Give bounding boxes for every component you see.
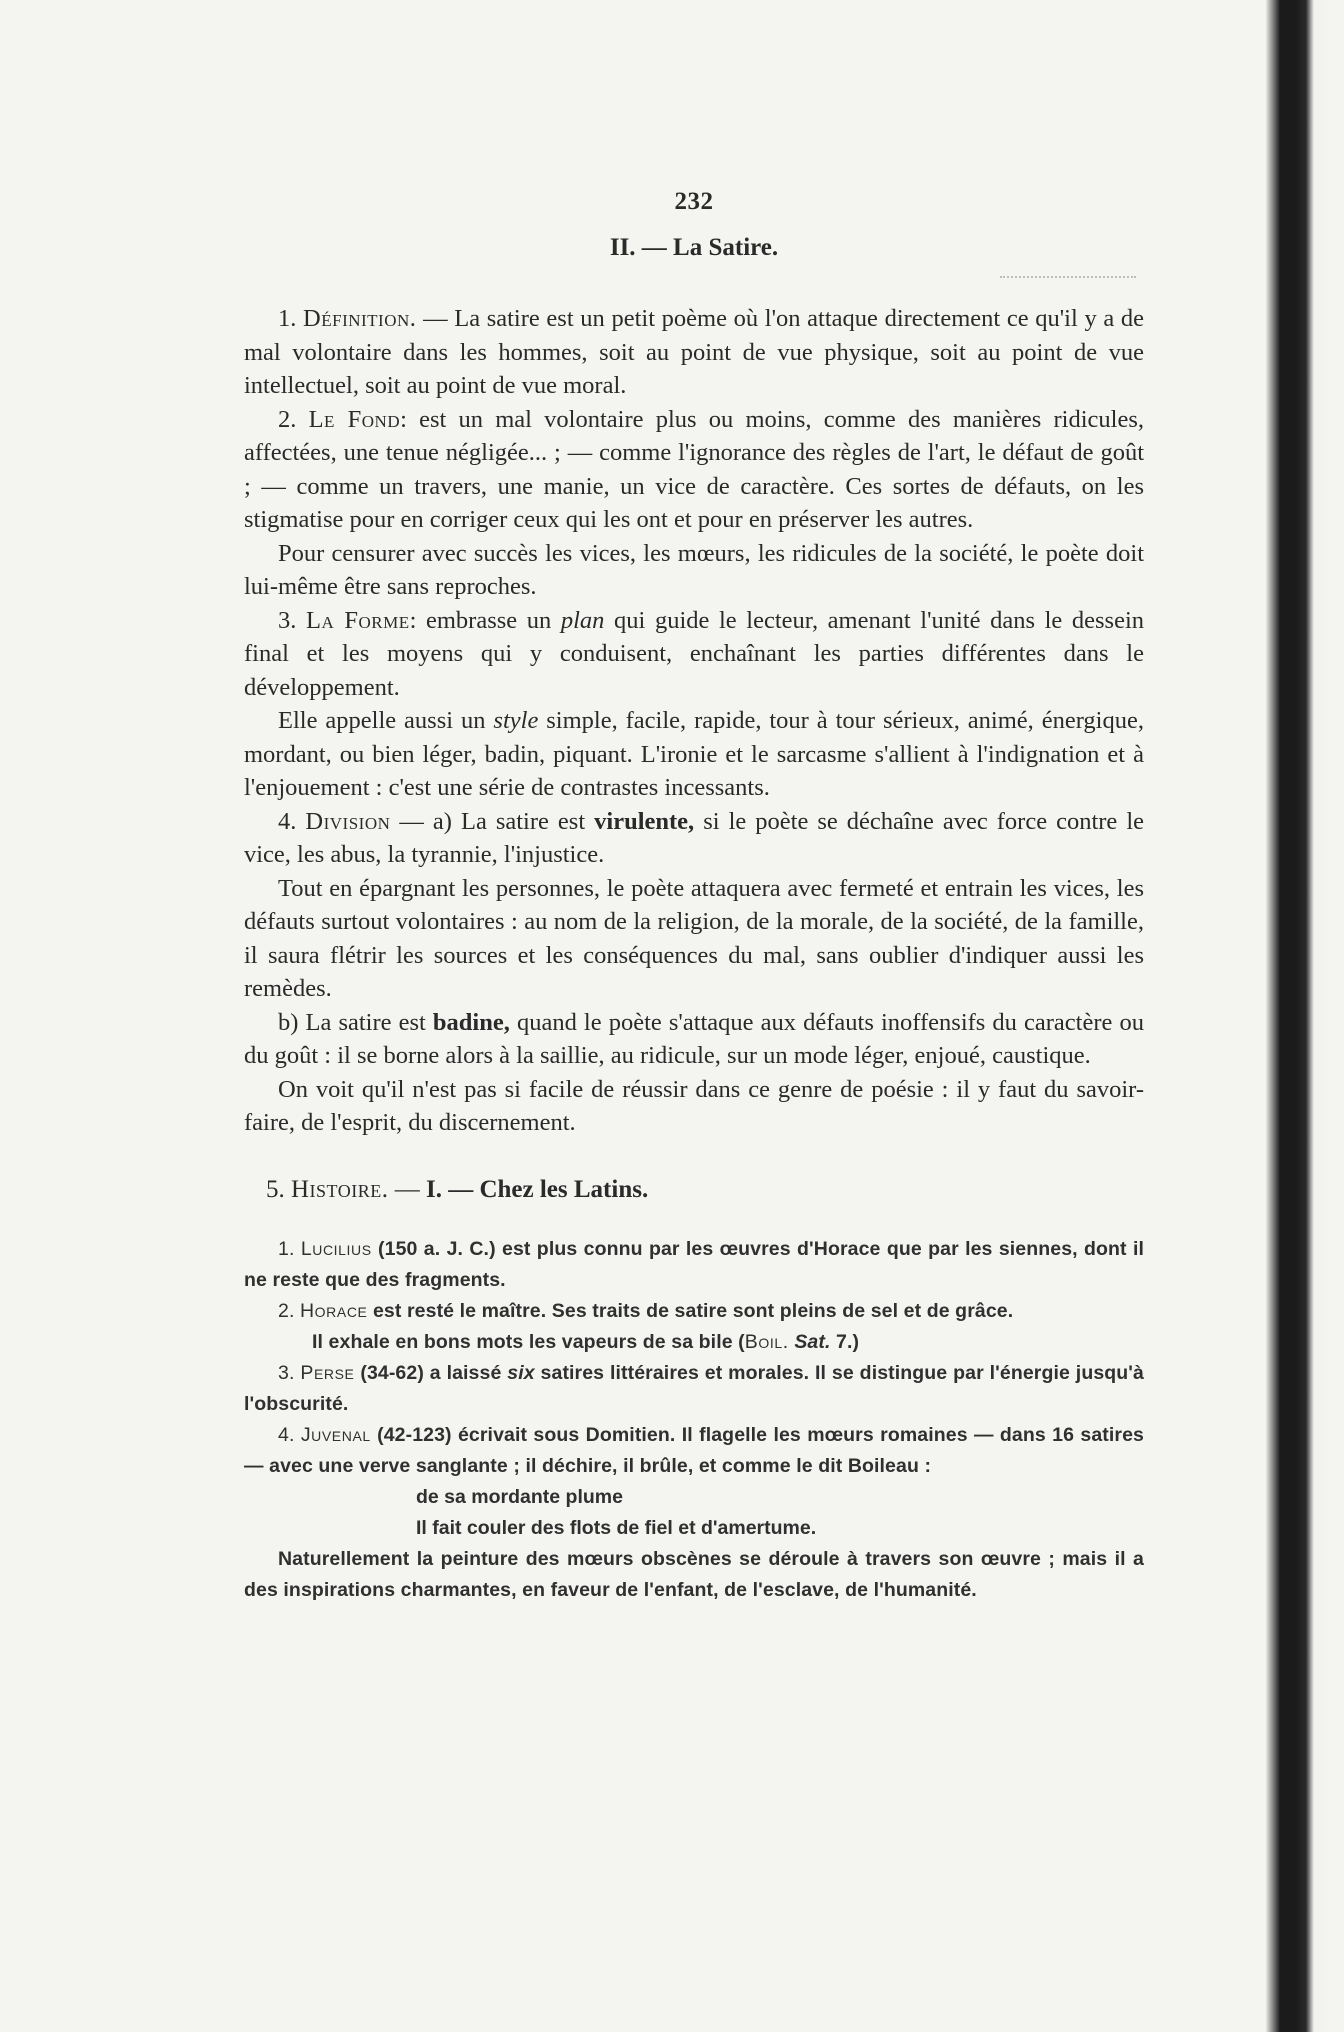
paragraph-text: simple, facile, rapide, tour à tour sérieux, animé, énergique, mordant, ou bien léger, badin, piquant. L'ironie et le sarcasme s'allient à l'indignation et à l'enjouement : c'est une série de contrastes incessants. [244,707,1144,801]
item-number: 2. [278,405,297,433]
page-number: 232 [674,188,714,215]
item-number: 3. [278,606,297,634]
paragraph-definition [244,302,1144,403]
latin-item-horace [244,1296,1144,1327]
italic-term: plan [560,606,605,634]
quote-text: 7.) [830,1330,860,1353]
bold-term: badine, [432,1008,510,1036]
section-heading: Le Fond [308,405,401,433]
paragraph-forme [244,604,1144,705]
closing-paragraph: Naturellement la peinture des mœurs obscènes se déroule à travers son œuvre ; mais il a des inspirations charmantes, en faveur de l'enfant, de l'esclave, de l'humanité. [244,1547,1144,1601]
quote-text: Il exhale en bons mots les vapeurs de sa bile ( [312,1330,745,1353]
paragraph-division [244,805,1144,872]
paragraph-fond-continued: Pour censurer avec succès les vices, les mœurs, les ridicules de la société, le poète doit lui-même être sans reproches. [244,539,1144,600]
author-name: Lucilius [300,1237,372,1260]
section-heading: Division [305,807,391,835]
paragraph-text: si le poète se déchaîne avec force contre le vice, les abus, la tyrannie, l'injustice. [244,807,1145,868]
subsection-heading: I. — Chez les Latins. [425,1175,649,1203]
paragraph-text: b) La satire est [278,1008,433,1036]
item-number: 1. [278,1237,295,1260]
section-heading: La Forme [305,606,410,634]
paragraph-fond [244,403,1144,537]
paragraph-text: — La satire est un petit poème où l'on attaque directement ce qu'il y a de mal volontaire dans les hommes, soit au point de vue physique, soit au point de vue intellectuel, soit au point de vue moral. [244,305,1145,399]
citation-author: Boil. [744,1330,789,1353]
paragraph-text: : est un mal volontaire plus ou moins, comme des manières ridicules, affectées, une tenue négligée... ; — comme l'ignorance des règles de l'art, le défaut de goût ; — comme un travers, une manie, un vice de caractère. Ces sortes de défauts, on les stigmatise pour en corriger ceux qui les ont et pour en préserver les autres. [244,405,1144,533]
paragraph-text: Elle appelle aussi un [278,707,494,734]
item-text: (42-123) écrivait sous Domitien. Il flagelle les mœurs romaines — dans 16 satires — avec une verve sanglante ; il déchire, il brûle, et comme le dit Boileau : [244,1423,1144,1477]
latin-item-perse [244,1358,1144,1420]
item-number: 3. [278,1361,295,1384]
author-name: Perse [300,1361,355,1384]
paragraph-style [244,704,1144,805]
paragraph-text: — a) La satire est [390,807,595,835]
section-heading: Définition. [303,305,417,332]
latin-item-lucilius [244,1234,1144,1296]
item-text: (34-62) a laissé [354,1361,508,1384]
item-number: 2. [278,1299,295,1322]
paragraph-text: qui guide le lecteur, amenant l'unité dans le dessein final et les moyens qui y conduisent, enchaînant les parties différentes dans le développement. [244,606,1145,701]
chapter-title: II. — La Satire. [609,234,779,261]
author-name: Horace [300,1299,368,1322]
page-edge-shadow [1266,0,1344,2032]
boileau-quote-line-2: Il fait couler des flots de fiel et d'amertume. [416,1516,817,1539]
item-number: 4. [278,1423,295,1446]
citation-work: Sat. [794,1330,831,1353]
horace-quote [244,1327,1144,1358]
paragraph-text: : embrasse un [409,606,561,634]
paragraph-division-continued: Tout en épargnant les personnes, le poète attaquera avec fermeté et entrain les vices, les défauts surtout volontaires : au nom de la religion, de la morale, de la société, de la famille, il saura flétrir les sources et les conséquences du mal, sans oublier d'indiquer aussi les remèdes. [244,874,1144,1002]
section-histoire [266,1176,1144,1204]
italic-term: style [493,707,539,734]
dash: — [388,1175,426,1203]
boileau-quote-line-1: de sa mordante plume [416,1485,623,1508]
paragraph-text: quand le poète s'attaque aux défauts inoffensifs du caractère ou du goût : il se borne alors à la saillie, au ridicule, sur un mode léger, enjoué, caustique. [244,1008,1144,1069]
paragraph-conclusion: On voit qu'il n'est pas si facile de réussir dans ce genre de poésie : il y faut du savoir-faire, de l'esprit, du discernement. [244,1075,1144,1136]
author-name: Juvenal [300,1423,371,1446]
document-page [244,180,1144,1606]
item-number: 1. [278,305,297,332]
paragraph-badine [244,1006,1144,1073]
item-text: (150 a. J. C.) est plus connu par les œuvres d'Horace que par les siennes, dont il ne reste que des fragments. [244,1237,1144,1291]
italic-term: six [507,1361,535,1384]
bold-term: virulente, [594,807,695,835]
latin-item-juvenal [244,1420,1144,1482]
item-text: satires littéraires et morales. Il se distingue par l'énergie jusqu'à l'obscurité. [244,1361,1144,1415]
item-number: 4. [278,807,297,835]
section-heading: Histoire. [291,1175,389,1203]
item-text: est resté le maître. Ses traits de satire sont pleins de sel et de grâce. [367,1299,1014,1322]
item-number: 5. [266,1175,285,1203]
